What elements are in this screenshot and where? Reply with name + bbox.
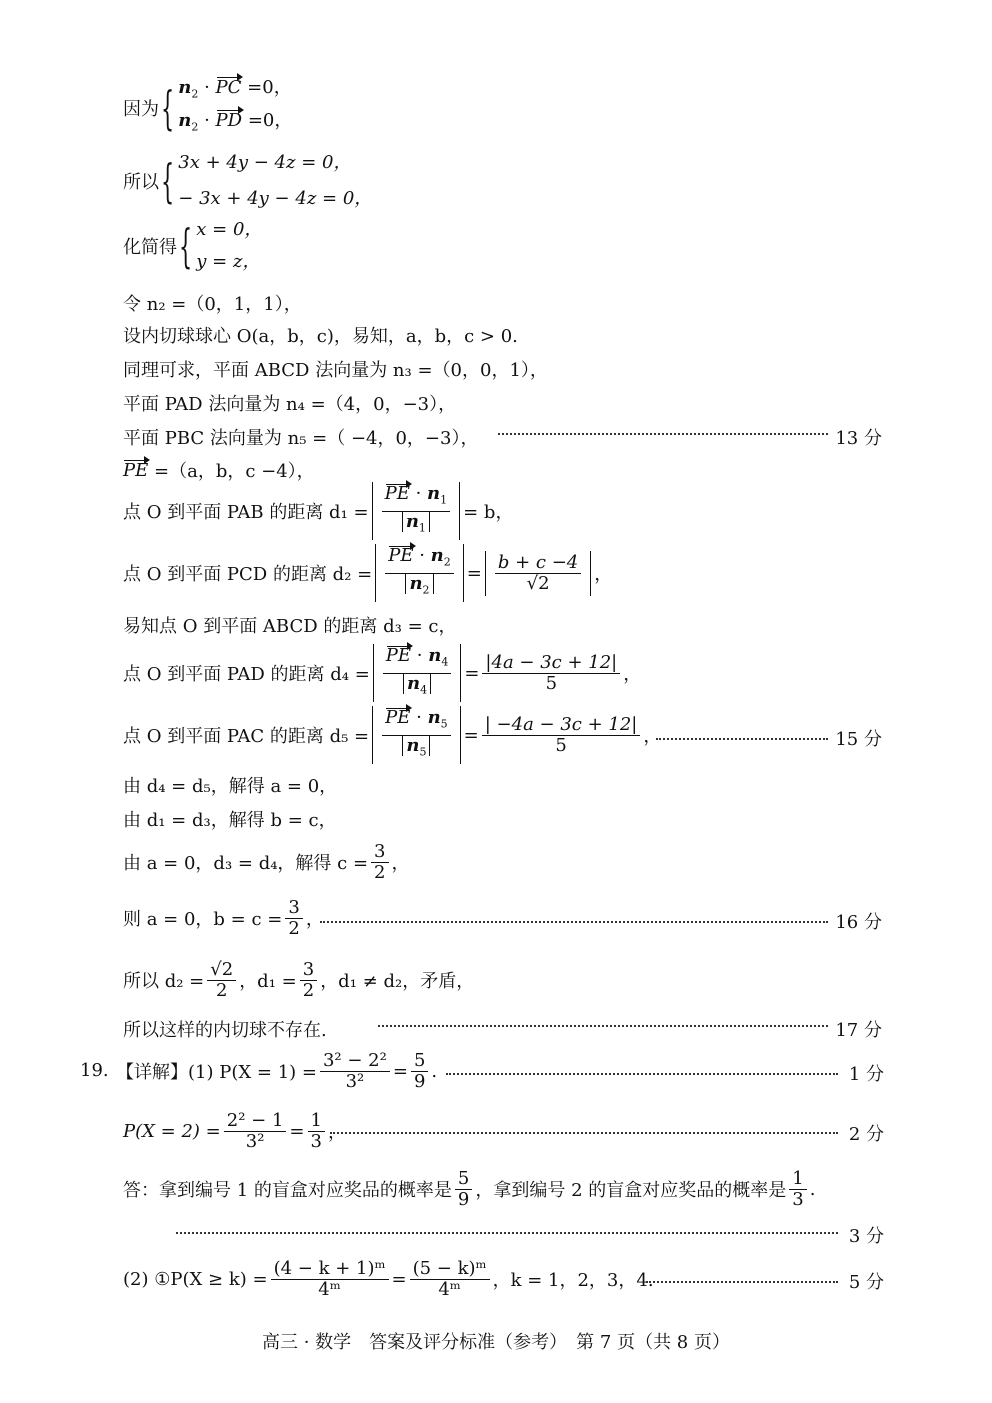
s3-text: 由 a = 0，d₃ = d₄，解得 c = bbox=[123, 853, 369, 874]
line-s2: 由 d₁ = d₃，解得 b = c， bbox=[123, 810, 337, 831]
line-d3: 易知点 O 到平面 ABCD 的距离 d₃ = c， bbox=[123, 616, 457, 637]
frac-3-2: $\frac{3}{2}$ bbox=[285, 898, 302, 939]
s4-text: 则 a = 0，b = c = bbox=[123, 909, 283, 930]
dot-leader bbox=[330, 1132, 838, 1134]
line-pe bbox=[123, 450, 315, 490]
part2-suffix: ，k = 1，2，3，4. bbox=[492, 1270, 654, 1291]
line-s4: 则 a = 0，b = c = $\frac{3}{2}$ ， bbox=[123, 896, 324, 939]
d1-label: 点 O 到平面 PAB 的距离 d₁ = bbox=[123, 502, 369, 523]
line-q19-part2: (2) ①P(X ≥ k) = $\frac{\text{(4 − k + 1)ᵐ}}{\text{4ᵐ}}$ = $\frac{\text{(5 − k)ᵐ}}{\text{4ᵐ}}$ ，k = 1，2，3，4. bbox=[123, 1257, 654, 1300]
text-because: 因为 bbox=[123, 99, 159, 120]
line-q19-answer: 答：拿到编号 1 的盲盒对应奖品的概率是 $\frac{5}{9}$ ，拿到编号 2 的盲盒对应奖品的概率是 $\frac{1}{3}$ . bbox=[123, 1167, 816, 1210]
line-s3: 由 a = 0，d₃ = d₄，解得 c = $\frac{3}{2}$ ， bbox=[123, 840, 410, 883]
dot-leader bbox=[320, 921, 828, 923]
s5-mid: ，d₁ = bbox=[239, 971, 297, 992]
question-number: 19. bbox=[80, 1060, 109, 1081]
pe-value: =（a，b，c −4）， bbox=[154, 461, 315, 482]
dot-leader bbox=[378, 1025, 828, 1027]
q19-l2-prefix: P(X = 2) = bbox=[123, 1120, 221, 1142]
score-2: 2 分 bbox=[848, 1124, 884, 1145]
answer-part-a: 答：拿到编号 1 的盲盒对应奖品的概率是 bbox=[123, 1180, 452, 1201]
line-q19-2: P(X = 2) = $\frac{\text{2² − 1}}{\text{3²}}$ = $\frac{1}{3}$ ， bbox=[123, 1109, 346, 1152]
answer-part-b: ，拿到编号 2 的盲盒对应奖品的概率是 bbox=[475, 1180, 787, 1201]
dot-leader bbox=[176, 1232, 838, 1234]
line-d2: 点 O 到平面 PCD 的距离 d₂ = $\frac{PE \cdot n_2}{n_2}$ = $\frac{b + c -4}{√2}$ ， bbox=[123, 548, 612, 598]
line-d1 bbox=[123, 482, 514, 536]
dot-leader bbox=[656, 738, 828, 740]
text-simplify: 化简得 bbox=[123, 237, 177, 258]
dot-leader bbox=[498, 433, 828, 435]
dot-leader bbox=[646, 1281, 838, 1283]
page-footer: 高三 · 数学 答案及评分标准（参考） 第 7 页（共 8 页） bbox=[262, 1332, 730, 1353]
text-so: 所以 bbox=[123, 172, 159, 193]
abs-expr: $\frac{PE \cdot n_5}{n_5}$ bbox=[372, 706, 461, 764]
frac-3-2: $\frac{3}{2}$ bbox=[300, 960, 317, 1001]
line-n4: 平面 PAD 法向量为 n₄ =（4，0，−3）， bbox=[123, 394, 457, 415]
score-13: 13 分 bbox=[835, 428, 882, 449]
score-15: 15 分 bbox=[835, 729, 882, 750]
system-lines: 3x + 4y − 4z = 0， − 3x + 4y − 4z = 0， bbox=[178, 152, 373, 209]
line-q19-1: 【详解】(1) P(X = 1) = $\frac{\text{3² − 2²}}{\text{3²}}$ = $\frac{5}{9}$ . bbox=[116, 1049, 438, 1092]
line-center: 设内切球球心 O(a，b，c)，易知，a，b，c > 0. bbox=[123, 326, 518, 347]
line-n5: 平面 PBC 法向量为 n₅ =（ −4，0，−3）， bbox=[123, 428, 479, 449]
line-system-1 bbox=[123, 72, 292, 144]
q19-head: 【详解】(1) P(X = 1) = bbox=[116, 1062, 317, 1083]
d5-label: 点 O 到平面 PAC 的距离 d₅ = bbox=[123, 726, 370, 747]
score-3: 3 分 bbox=[848, 1226, 884, 1247]
dot-leader bbox=[446, 1073, 838, 1075]
brace-icon: { bbox=[161, 81, 175, 135]
vector-pe: PE bbox=[123, 459, 149, 481]
score-5: 5 分 bbox=[848, 1272, 884, 1293]
line-n3: 同理可求，平面 ABCD 法向量为 n₃ =（0，0，1）， bbox=[123, 360, 548, 381]
abs-expr: $\frac{PE \cdot n_4}{n_4}$ bbox=[373, 644, 462, 702]
line-n2: 令 n₂ =（0，1，1）， bbox=[123, 294, 302, 315]
line-s6: 所以这样的内切球不存在. bbox=[123, 1020, 327, 1041]
d2-label: 点 O 到平面 PCD 的距离 d₂ = bbox=[123, 564, 373, 585]
part2-prefix: (2) ①P(X ≥ k) = bbox=[123, 1268, 268, 1290]
line-system-2 bbox=[123, 148, 372, 214]
brace-icon: { bbox=[179, 219, 193, 273]
score-16: 16 分 bbox=[835, 912, 882, 933]
d4-label: 点 O 到平面 PAD 的距离 d₄ = bbox=[123, 664, 370, 685]
d1-result: = b， bbox=[463, 502, 514, 523]
score-17: 17 分 bbox=[835, 1020, 882, 1041]
line-d5: 点 O 到平面 PAC 的距离 d₅ = $\frac{PE \cdot n_5}{n_5}$ = $\frac{| -4a - 3c + 12|}{5}$ ， bbox=[123, 708, 661, 762]
s5-suffix: ，d₁ ≠ d₂，矛盾， bbox=[320, 971, 475, 992]
system-lines: $n_2$ · PC =0， $n_2$ · PD =0， bbox=[178, 77, 293, 134]
system-lines: x = 0， y = z， bbox=[196, 219, 263, 272]
abs-expr: $\frac{b + c -4}{√2}$ bbox=[485, 551, 591, 596]
brace-icon: { bbox=[161, 154, 175, 208]
frac-sqrt2-2: $\frac{√2}{2}$ bbox=[207, 960, 236, 1001]
line-system-3 bbox=[123, 216, 262, 276]
line-s5 bbox=[123, 958, 474, 1002]
line-s1: 由 d₄ = d₅，解得 a = 0， bbox=[123, 776, 338, 797]
abs-expr: $\frac{PE \cdot n_1}{n_1}$ bbox=[372, 482, 461, 540]
line-d4: 点 O 到平面 PAD 的距离 d₄ = $\frac{PE \cdot n_4}{n_4}$ = $\frac{|4a - 3c + 12|}{5}$ ， bbox=[123, 646, 641, 700]
score-1: 1 分 bbox=[848, 1064, 884, 1085]
abs-expr: $\frac{PE \cdot n_2}{n_2}$ bbox=[375, 544, 464, 602]
s5-text: 所以 d₂ = bbox=[123, 971, 205, 992]
frac-3-2: $\frac{3}{2}$ bbox=[371, 842, 388, 883]
